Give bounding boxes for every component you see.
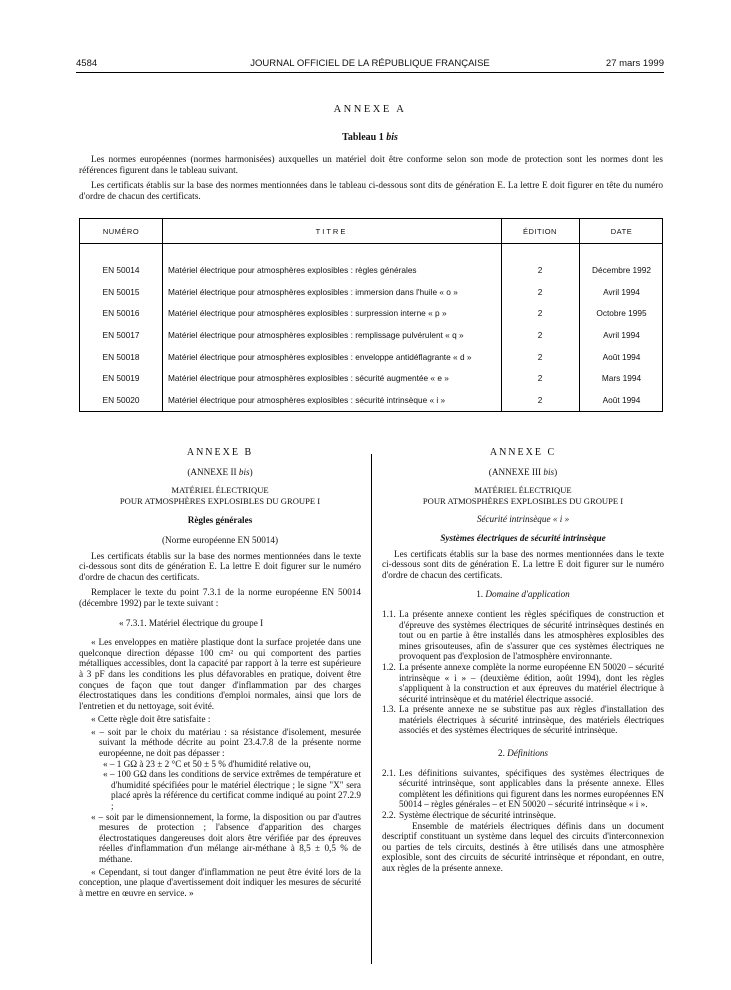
row-date: Avril 1994 xyxy=(603,330,640,340)
issue-date: 27 mars 1999 xyxy=(605,58,664,69)
row-edition: 2 xyxy=(537,352,543,362)
annex-b-paragraph: « Les enveloppes en matière plastique dont la surface projetée dans une quelconque direction dépasse 100 cm² ou qui comportent des parties métalliques accessibles, dont la capacité par rapport à la terre est supérieure à 3 pF dans les conditions les plus défavorables en pratique, doivent être conçues de façon que tout danger d'inflammation par des charges électrostatiques dans les conditions d'emploi normales, ainsi que lors de l'entretien et du nettoyage, soit évité. xyxy=(79,637,361,711)
section-number: 1. xyxy=(476,589,484,600)
annex-c-paragraph: Les certificats établis sur la base des normes mentionnées dans le texte ci-dessous sont dits de génération E. La lettre E doit figurer sur le numéro d'ordre de chacun des certificats. xyxy=(382,548,664,580)
annex-b-paragraph: Les certificats établis sur la base des normes mentionnées dans le texte ci-dessous sont dits de génération E. La lettre E doit figurer sur le numéro d'ordre de chacun des certificats. xyxy=(79,550,361,582)
section-title: Définitions xyxy=(507,748,549,759)
table-row xyxy=(80,265,662,279)
row-edition: 2 xyxy=(537,308,543,318)
section-heading-1 xyxy=(382,589,664,600)
item-number: 1.1. xyxy=(382,608,396,619)
list-item xyxy=(382,810,664,821)
annex-b-paragraph: Remplacer le texte du point 7.3.1 de la norme européenne EN 50014 (décembre 1992) par le texte suivant : xyxy=(79,587,361,608)
section-title: Domaine d'application xyxy=(485,589,570,600)
list-item xyxy=(382,662,664,704)
item-number: 1.3. xyxy=(382,704,396,715)
row-number: EN 50017 xyxy=(102,330,140,340)
row-edition: 2 xyxy=(537,330,543,340)
annex-b-subtitle-pre: (ANNEXE II xyxy=(187,466,239,477)
annex-b-column xyxy=(79,448,361,898)
item-text: La présente annexe contient les règles spécifiques de construction et d'épreuve des systèmes électriques de sécurité intrinsèques destinés en tout ou en partie à être installés dans les atmosphères explosibles des mines grisouteuses, afin de s'assurer que ces systèmes électriques ne provoquent pas d'explosion de l'atmosphère environnante. xyxy=(399,608,664,662)
section-number: 2. xyxy=(497,748,505,759)
row-title: Matériel électrique pour atmosphères explosibles : remplissage pulvérulent « q » xyxy=(168,330,464,340)
annex-b-title: ANNEXE B xyxy=(186,447,254,458)
table-row xyxy=(80,352,662,366)
table-row xyxy=(80,308,662,322)
row-edition: 2 xyxy=(537,265,543,275)
annex-c-systems-title: Systèmes électriques de sécurité intrinsèque xyxy=(440,532,606,543)
annex-c-secu: Sécurité intrinsèque « i » xyxy=(476,514,570,525)
table-row xyxy=(80,330,662,344)
column-separator xyxy=(371,454,372,964)
row-number: EN 50020 xyxy=(102,395,140,405)
annex-c-heading-1: MATÉRIEL ÉLECTRIQUE xyxy=(474,485,572,496)
annex-b-subtitle-bis: bis xyxy=(238,466,250,477)
annex-b-list-item: « – soit par le choix du matériau : sa résistance d'isolement, mesurée suivant la méthode décrite au point 23.4.7.8 de la présente norme européenne, ne doit pas dépasser : xyxy=(91,726,361,759)
row-edition: 2 xyxy=(537,287,543,297)
item-number: 1.2. xyxy=(382,661,396,672)
item-text: Les définitions suivantes, spécifiques des systèmes électriques de sécurité intrinsèque, sont applicables dans la présente annexe. Elles complètent les définitions qui figurent dans les normes européennes EN 50014 – règles générales – et EN 50020 – sécurité intrinsèque « i ». xyxy=(399,767,664,810)
item-number: 2.2. xyxy=(382,810,396,821)
table-row xyxy=(80,373,662,387)
annex-b-rules-title: Règles générales xyxy=(187,515,253,526)
annex-b-heading-1: MATÉRIEL ÉLECTRIQUE xyxy=(171,485,269,496)
table-row xyxy=(80,287,662,301)
annex-a-paragraph-1: Les normes européennes (normes harmonisées) auxquelles un matériel doit être conforme selon son mode de protection sont les normes dont les références figurent dans le tableau suivant. xyxy=(79,155,663,176)
row-date: Mars 1994 xyxy=(601,373,642,383)
annex-c-subtitle-post: ) xyxy=(554,466,558,477)
list-item xyxy=(382,768,664,810)
journal-title: JOURNAL OFFICIEL DE LA RÉPUBLIQUE FRANÇAISE xyxy=(250,58,490,69)
section-heading-2 xyxy=(382,748,664,759)
annex-a-title: ANNEXE A xyxy=(333,104,407,115)
row-number: EN 50016 xyxy=(102,308,140,318)
annex-b-paragraph: « Cette règle doit être satisfaite : xyxy=(91,714,211,725)
annex-b-list-item: « – 100 GΩ dans les conditions de service extrêmes de température et d'humidité spécifiées pour le matériel électrique ; le signe "X" sera placé après la référence du certificat comme indiqué au point 27.2.9 ; xyxy=(103,769,361,812)
annex-b-subtitle-post: ) xyxy=(249,466,253,477)
section-1-items xyxy=(382,609,664,736)
standards-table xyxy=(79,218,663,412)
row-title: Matériel électrique pour atmosphères explosibles : surpression interne « p » xyxy=(168,308,447,318)
annex-a-paragraph-2: Les certificats établis sur la base des normes mentionnées dans le tableau ci-dessous sont dits de génération E. La lettre E doit figurer en tête du numéro d'ordre de chacun des certificats. xyxy=(79,181,663,202)
table-title xyxy=(76,132,664,143)
annex-c-paragraph: Ensemble de matériels électriques définis dans un document descriptif constituant un système dans lequel des circuits d'interconnexion ou parties de tels circuits, destinés à être utilisés dans une atmosphère explosible, sont des circuits de sécurité intrinsèque et répondant, en outre, aux règles de la présente annexe. xyxy=(382,820,664,873)
row-number: EN 50019 xyxy=(102,373,140,383)
row-title: Matériel électrique pour atmosphères explosibles : règles générales xyxy=(168,265,417,275)
row-number: EN 50015 xyxy=(102,287,140,297)
item-text: Système électrique de sécurité intrinsèque. xyxy=(399,810,556,821)
annex-c-subtitle-pre: (ANNEXE III xyxy=(488,466,544,477)
row-edition: 2 xyxy=(537,373,543,383)
table-header-rule xyxy=(80,243,662,244)
item-text: La présente annexe ne se substitue pas aux règles d'installation des matériels électriques à sécurité intrinsèque, des matériels électriques associés et des systèmes électriques de sécurité intrinsèque. xyxy=(399,704,664,736)
row-date: Décembre 1992 xyxy=(591,265,652,275)
row-number: EN 50014 xyxy=(102,265,140,275)
column-header-number: NUMÉRO xyxy=(102,227,140,236)
annex-b-paragraph: « Cependant, si tout danger d'inflammation ne peut être évité lors de la conception, une plaque d'avertissement doit indiquer les mesures de sécurité à mettre en œuvre en service. » xyxy=(79,866,361,898)
table-row xyxy=(80,395,662,409)
annex-b-heading-2: POUR ATMOSPHÈRES EXPLOSIBLES DU GROUPE I xyxy=(119,495,321,506)
row-title: Matériel électrique pour atmosphères explosibles : enveloppe antidéflagrante « d » xyxy=(168,352,472,362)
annex-b-list-item: « – 1 GΩ à 23 ± 2 °C et 50 ± 5 % d'humidité relative ou, xyxy=(103,758,311,769)
row-title: Matériel électrique pour atmosphères explosibles : sécurité augmentée « e » xyxy=(168,373,449,383)
row-title: Matériel électrique pour atmosphères explosibles : sécurité intrinsèque « i » xyxy=(168,395,446,405)
annex-b-subsection: « 7.3.1. Matériel électrique du groupe I xyxy=(119,617,264,628)
row-date: Août 1994 xyxy=(602,352,641,362)
annex-c-title: ANNEXE C xyxy=(489,447,557,458)
row-date: Octobre 1995 xyxy=(596,308,647,318)
item-text: La présente annexe complète la norme européenne EN 50020 – sécurité intrinsèque « i » – (deuxième édition, août 1994), dont les règles s'appliquent à la construction et aux épreuves du matériel électrique à sécurité intrinsèque et du matériel électrique associé. xyxy=(399,661,664,704)
annex-b-norm: (Norme européenne EN 50014) xyxy=(161,534,279,545)
annex-c-column xyxy=(382,448,664,874)
list-item xyxy=(382,704,664,736)
row-title: Matériel électrique pour atmosphères explosibles : immersion dans l'huile « o » xyxy=(168,287,458,297)
column-header-edition: ÉDITION xyxy=(523,227,557,236)
header-rule xyxy=(76,72,664,73)
row-edition: 2 xyxy=(537,395,543,405)
row-date: Août 1994 xyxy=(602,395,641,405)
list-item xyxy=(382,609,664,662)
annex-b-subtitle xyxy=(79,467,361,478)
section-2-items xyxy=(382,768,664,821)
table-title-suffix: bis xyxy=(386,132,398,143)
row-number: EN 50018 xyxy=(102,352,140,362)
annex-c-heading-2: POUR ATMOSPHÈRES EXPLOSIBLES DU GROUPE I xyxy=(422,495,624,506)
column-header-date: DATE xyxy=(610,227,633,236)
item-number: 2.1. xyxy=(382,767,396,778)
table-title-main: Tableau 1 xyxy=(342,132,384,143)
row-date: Avril 1994 xyxy=(603,287,640,297)
page-number: 4584 xyxy=(76,58,98,69)
annex-b-list-item: « – soit par le dimensionnement, la forme, la disposition ou par d'autres mesures de protection ; l'absence d'apparition des charges électrostatiques dangereuses doit alors être vérifiée par des épreuves réelles d'inflammation d'un mélange air-méthane à 8,5 ± 0,5 % de méthane. xyxy=(91,811,361,864)
annex-c-subtitle xyxy=(382,467,664,478)
column-header-title: TITRE xyxy=(315,227,348,236)
annex-c-subtitle-bis: bis xyxy=(543,466,555,477)
